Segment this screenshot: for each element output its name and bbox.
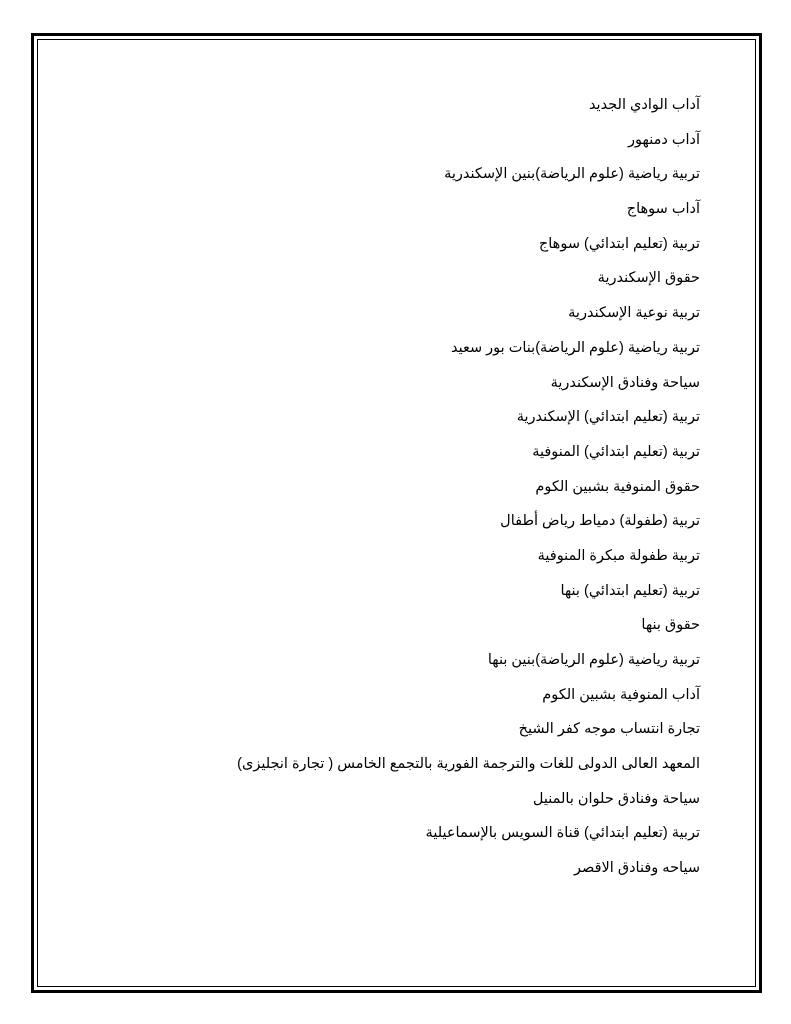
list-item: تربية (تعليم ابتدائي) قناة السويس بالإسماعيلية [425,825,700,842]
list-item: تربية (طفولة) دمياط رياض أطفال [500,513,700,530]
list-item: آداب الوادي الجديد [588,97,700,113]
list-item: آداب سوهاج [626,201,700,218]
list-item: تربية (تعليم ابتدائي) المنوفية [532,443,700,460]
list-item: تربية (تعليم ابتدائي) سوهاج [538,235,700,252]
list-item: تربية رياضية (علوم الرياضة)بنين الإسكندرية [444,166,700,183]
list-item: تجارة انتساب موجه كفر الشيخ [518,721,700,738]
list-item: حقوق الإسكندرية [597,270,700,287]
list-item: تربية (تعليم ابتدائي) الإسكندرية [516,409,700,426]
list-item: حقوق المنوفية بشبين الكوم [535,478,700,495]
list-item: سياحة وفنادق حلوان بالمنيل [532,790,700,807]
list-item: تربية نوعية الإسكندرية [568,305,700,322]
list-item: آداب المنوفية بشبين الكوم [542,686,700,703]
list-item: آداب دمنهور [628,131,700,148]
list-item: تربية رياضية (علوم الرياضة)بنين بنها [487,652,700,668]
list-item: سياحه وفنادق الاقصر [574,860,700,877]
list-item: تربية (تعليم ابتدائي) بنها [560,582,700,599]
list-item: حقوق بنها [641,617,700,634]
list-item: سياحة وفنادق الإسكندرية [550,374,700,391]
entries-list [237,88,700,886]
list-item: تربية طفولة مبكرة المنوفية [537,547,700,564]
list-item: المعهد العالى الدولى للغات والترجمة الفورية بالتجمع الخامس ( تجارة انجليزى) [237,756,700,773]
list-item: تربية رياضية (علوم الرياضة)بنات بور سعيد [451,339,700,356]
